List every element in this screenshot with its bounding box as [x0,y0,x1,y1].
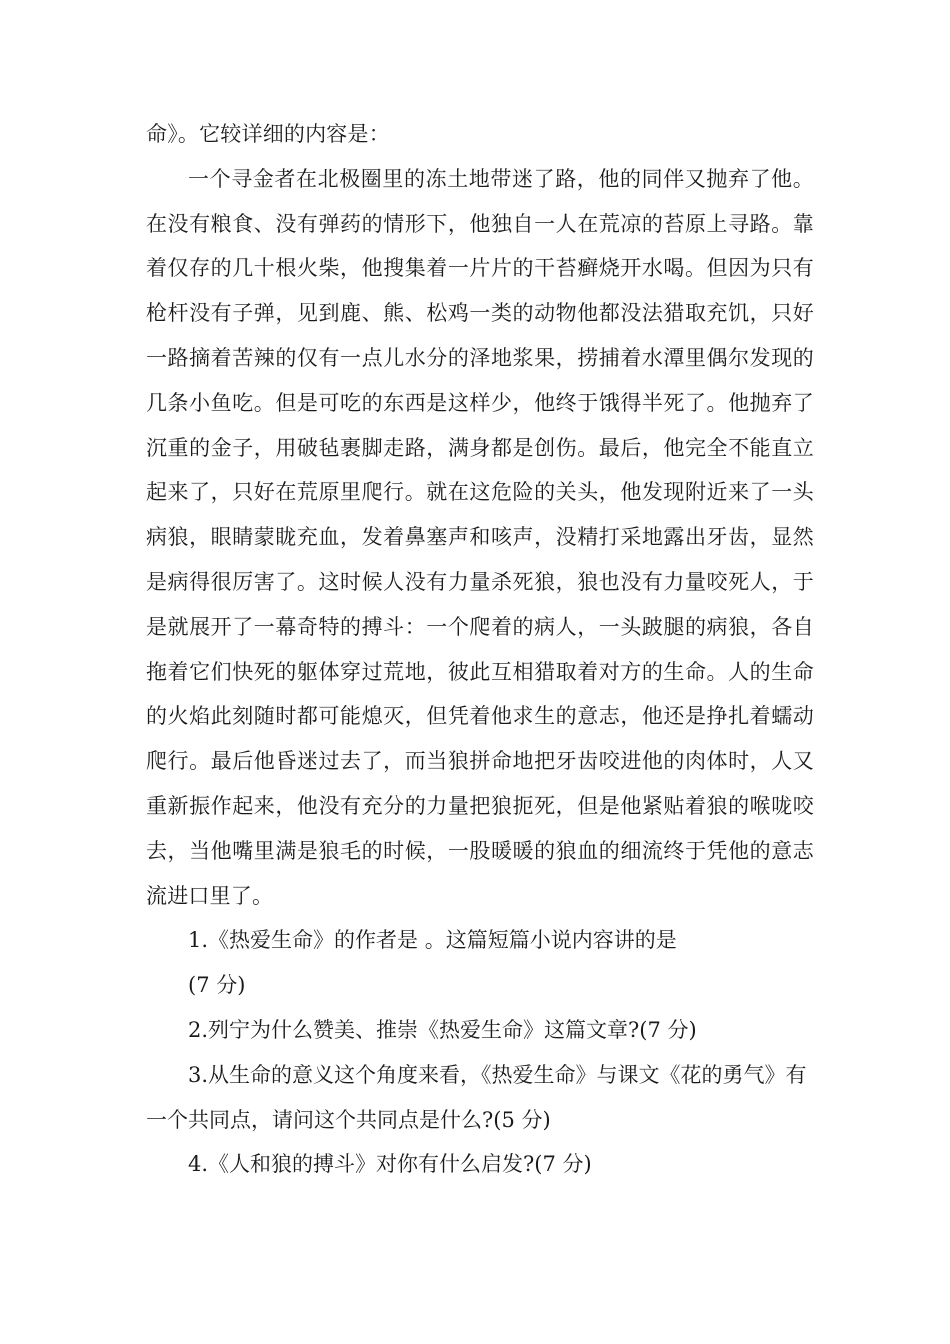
question-3: 3.从生命的意义这个角度来看，《热爱生命》与课文《花的勇气》有一个共同点，请问这个共同点是什么?(5 分) [146,1062,807,1132]
story-paragraph: 一个寻金者在北极圈里的冻土地带迷了路，他的同伴又抛弃了他。在没有粮食、没有弹药的情形下，他独自一人在荒凉的苔原上寻路。靠着仅存的几十根火柴，他搜集着一片片的干苔癣烧开水喝。但因为只有枪杆没有子弹，见到鹿、熊、松鸡一类的动物他都没法猎取充饥，只好一路摘着苦辣的仅有一点儿水分的泽地浆果，捞捕着水潭里偶尔发现的几条小鱼吃。但是可吃的东西是这样少，他终于饿得半死了。他抛弃了沉重的金子，用破毡裹脚走路，满身都是创伤。最后，他完全不能直立起来了，只好在荒原里爬行。就在这危险的关头，他发现附近来了一头病狼，眼睛蒙眬充血，发着鼻塞声和咳声，没精打采地露出牙齿，显然是病得很厉害了。这时候人没有力量杀死狼，狼也没有力量咬死人，于是就展开了一幕奇特的搏斗：一个爬着的病人，一头跛腿的病狼，各自拖着它们快死的躯体穿过荒地，彼此互相猎取着对方的生命。人的生命的火焰此刻随时都可能熄灭，但凭着他求生的意志，他还是挣扎着蠕动爬行。最后他昏迷过去了，而当狼拼命地把牙齿咬进他的肉体时，人又重新振作起来，他没有充分的力量把狼扼死，但是他紧贴着狼的喉咙咬去，当他嘴里满是狼毛的时候，一股暖暖的狼血的细流终于凭他的意志流进口里了。 [146,166,814,908]
question-4: 4.《人和狼的搏斗》对你有什么启发?(7 分) [188,1152,592,1177]
question-2: 2.列宁为什么赞美、推崇《热爱生命》这篇文章?(7 分) [188,1017,697,1042]
document-page [146,112,814,1187]
question-1-score: (7 分) [188,973,246,998]
lead-line: 命》。它较详细的内容是： [146,122,390,146]
question-1: 1.《热爱生命》的作者是 。这篇短篇小说内容讲的是 [188,928,677,953]
